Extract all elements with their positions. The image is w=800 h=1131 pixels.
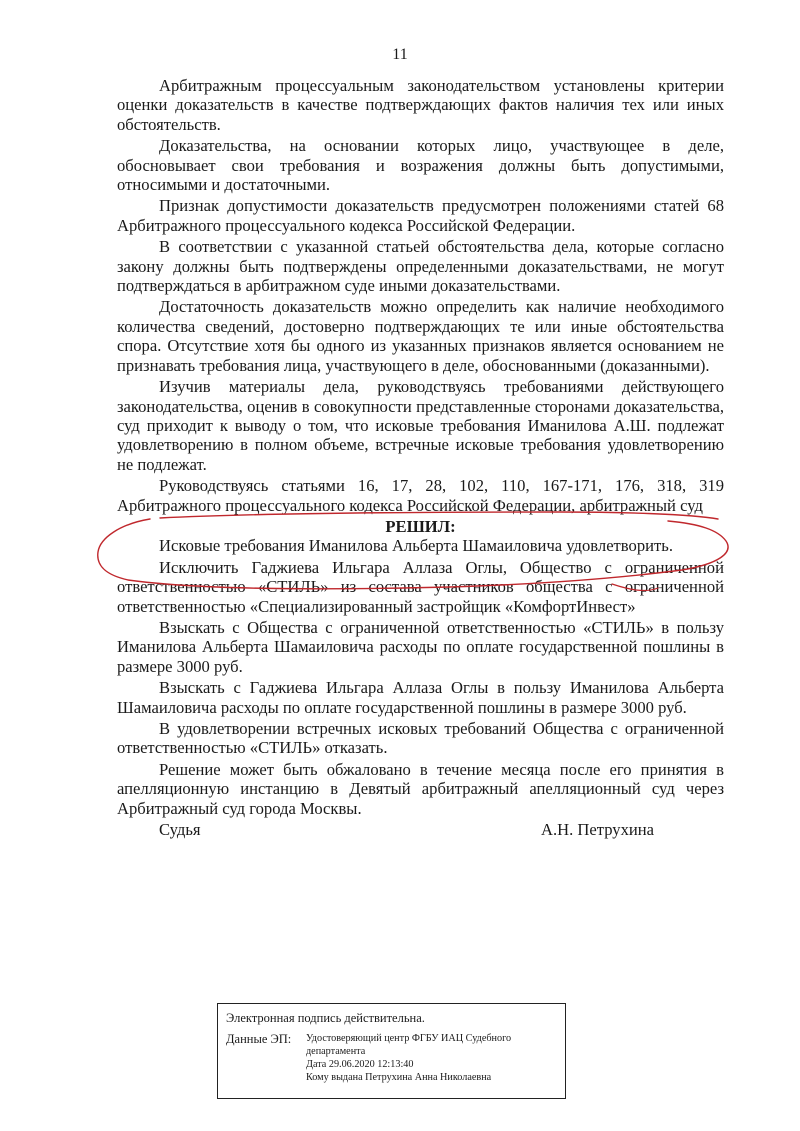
electronic-signature-box [217,1003,566,1099]
signature-issued-to: Кому выдана Петрухина Анна Николаевна [306,1072,492,1083]
decision-item-circled: Исключить Гаджиева Ильгара Аллаза Оглы, Общество с ограниченной ответственностью «СТИЛЬ» из состава участников общества с ограниченной ответственностью «Специализированный застройщик «КомфортИнвест» [117,557,724,616]
judge-name: А.Н. Петрухина [541,820,655,840]
issuer-line: Удостоверяющий центр ФГБУ ИАЦ Судебного [306,1033,512,1044]
signature-date: Дата 29.06.2020 12:13:40 [306,1059,414,1070]
decision-item: В удовлетворении встречных исковых требований Общества с ограниченной ответственностью «СТИЛЬ» отказать. [117,719,724,758]
signature-data-label: Данные ЭП: [226,1032,292,1046]
decision-item: Взыскать с Гаджиева Ильгара Аллаза Оглы в пользу Иманилова Альберта Шамаиловича расходы по оплате государственной пошлины в размере 3000 руб. [117,678,724,717]
decision-item: Взыскать с Общества с ограниченной ответственностью «СТИЛЬ» в пользу Иманилова Альберта Шамаиловича расходы по оплате государственной пошлины в размере 3000 руб. [117,617,724,676]
signature-row [117,820,724,840]
paragraph: Признак допустимости доказательств предусмотрен положениями статей 68 Арбитражного процессуального кодекса Российской Федерации. [117,196,724,235]
paragraph: Достаточность доказательств можно определить как наличие необходимого количества сведений, достоверно подтверждающих те или иные обстоятельства спора. Отсутствие хотя бы одного из указанных признаков является основанием не признавать требования лица, участвующего в деле, обоснованными (доказанными). [117,297,724,375]
signature-status: Электронная подпись действительна. [226,1011,425,1025]
appeal-notice: Решение может быть обжаловано в течение месяца после его принятия в апелляционную инстанцию в Девятый арбитражный апелляционный суд через Арбитражный суд города Москвы. [117,759,724,818]
paragraph: Арбитражным процессуальным законодательством установлены критерии оценки доказательств в качестве подтверждающих фактов наличия тех или иных обстоятельств. [117,76,724,134]
paragraph: Доказательства, на основании которых лицо, участвующее в деле, обосновывает свои требования и возражения должны быть допустимыми, относимыми и достаточными. [117,136,724,195]
paragraph: Изучив материалы дела, руководствуясь требованиями действующего законодательства, оценив в совокупности представленные сторонами доказательства, суд приходит к выводу о том, что исковые требования Иманилова А.Ш. подлежат удовлетворению в полном объеме, встречные исковые требования удовлетворению не подлежат. [117,377,724,474]
paragraph: Руководствуясь статьями 16, 17, 28, 102, 110, 167-171, 176, 318, 319 Арбитражного процессуального кодекса Российской Федерации, арбитражный суд [117,476,724,515]
page-number: 11 [392,46,408,63]
decision-heading: РЕШИЛ: [385,516,456,536]
issuer-line: департамента [306,1046,366,1057]
paragraph: В соответствии с указанной статьей обстоятельства дела, которые согласно закону должны быть подтверждены определенными доказательствами, не могут подтверждаться в арбитражном суде иными доказательствами. [117,237,724,296]
judge-role: Судья [159,820,201,840]
decision-item: Исковые требования Иманилова Альберта Шамаиловича удовлетворить. [159,536,673,556]
signature-details [306,1032,561,1084]
document-body [117,76,724,840]
